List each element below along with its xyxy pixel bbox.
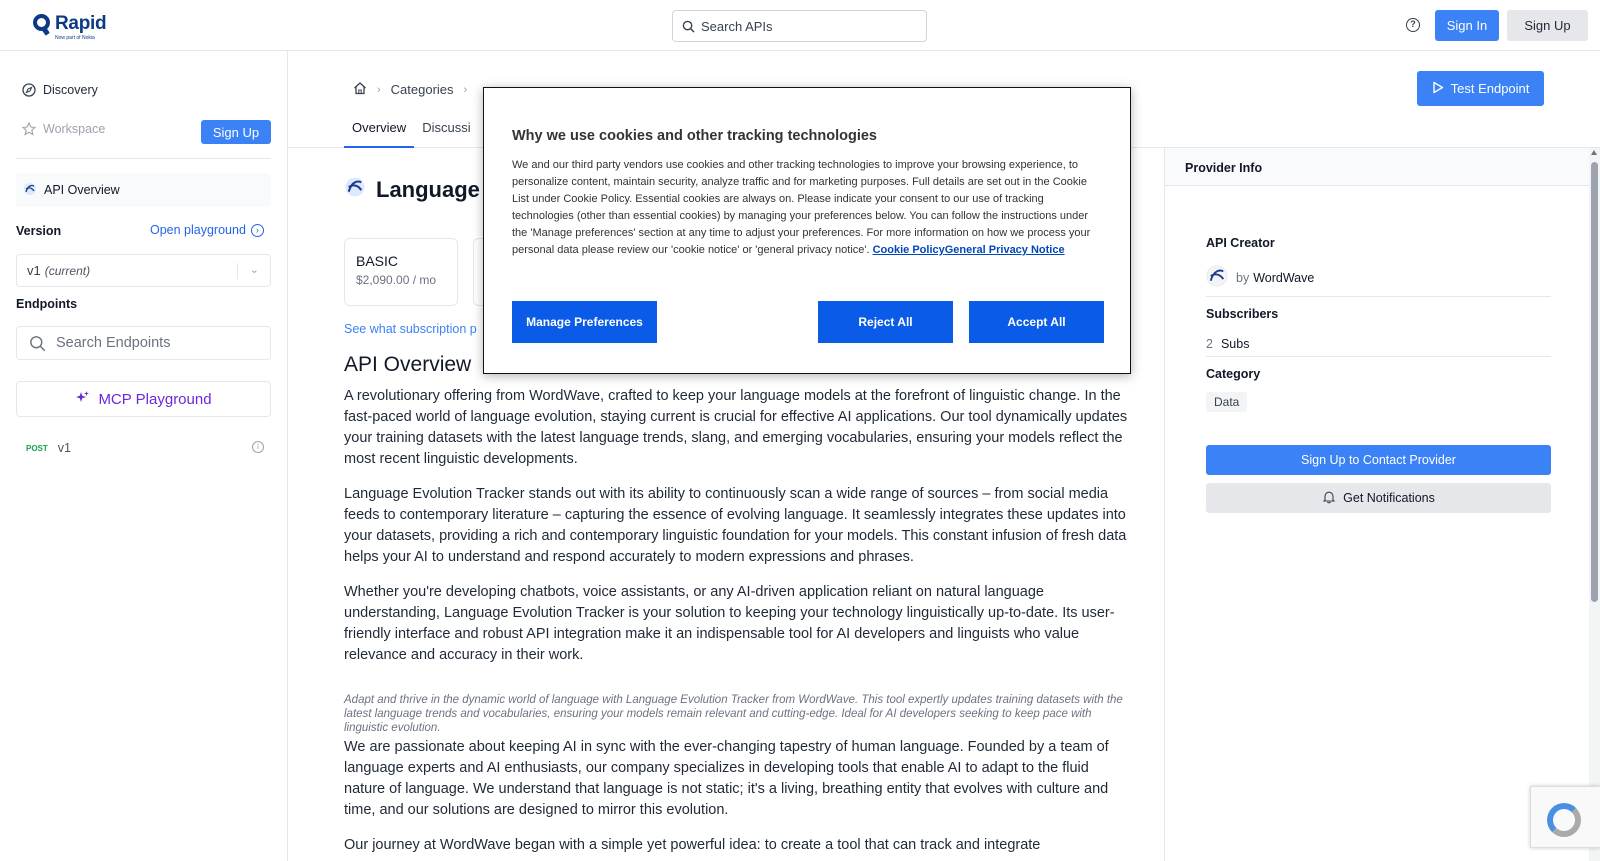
endpoint-item[interactable] (26, 439, 266, 457)
get-notifications-label: Get Notifications (1343, 491, 1435, 505)
category-badge[interactable]: Data (1206, 392, 1247, 412)
manage-preferences-button[interactable]: Manage Preferences (512, 301, 657, 343)
privacy-notice-link[interactable]: General Privacy Notice (944, 244, 1065, 256)
overview-summary: Adapt and thrive in the dynamic world of language with Language Evolution Tracker from WordWave. This tool expertly updates training datasets with the latest language trends and vocabularies, ensuring your models remain relevant and cutting-edge. Ideal for AI developers seeking to keep pace with linguistic evolution. (344, 694, 1123, 734)
api-title (344, 176, 480, 204)
scrollbar-thumb[interactable] (1591, 162, 1598, 602)
subscribers-count (1206, 337, 1249, 351)
info-icon[interactable]: i (252, 441, 264, 453)
pricing-plan-card[interactable] (344, 238, 458, 306)
by-label: by (1236, 270, 1250, 285)
logo-sub: Now part of Nokia (55, 35, 95, 41)
provider-info-heading: Provider Info (1165, 148, 1591, 186)
reject-all-button[interactable]: Reject All (818, 301, 953, 343)
scroll-up-arrow[interactable] (1591, 150, 1597, 155)
provider-divider (1206, 296, 1551, 297)
test-endpoint-button[interactable] (1417, 71, 1544, 106)
version-select[interactable] (16, 254, 271, 287)
category-label: Category (1206, 367, 1261, 381)
test-endpoint-label: Test Endpoint (1450, 81, 1530, 96)
accept-all-button[interactable]: Accept All (969, 301, 1104, 343)
top-header (0, 0, 1600, 51)
sidebar-item-discovery[interactable] (22, 83, 98, 97)
help-icon[interactable]: ? (1406, 18, 1420, 32)
search-icon (29, 335, 46, 352)
logo-name: Rapid (55, 13, 107, 34)
overview-paragraph: Whether you're developing chatbots, voice assistants, or any AI-driven application reliant on natural language understanding, Language Evolution Tracker is your solution to keeping your technology linguistically up-to-date. Its user-friendly interface and robust API integration make it an indispensable tool for AI developers and linguists who value relevance and accuracy in their work. (344, 584, 1115, 663)
home-icon[interactable] (353, 81, 367, 98)
chevron-right-icon: › (463, 83, 468, 96)
search-apis-input[interactable] (672, 10, 927, 42)
sign-up-button[interactable]: Sign Up (1507, 10, 1588, 41)
sidebar-item-label: API Overview (44, 183, 120, 197)
endpoint-method: POST (26, 443, 48, 453)
scrollbar[interactable] (1589, 148, 1600, 861)
select-separator (237, 263, 238, 279)
recaptcha-badge[interactable] (1530, 786, 1600, 848)
sidebar (0, 51, 288, 861)
breadcrumb (353, 81, 477, 98)
api-title-text: Language (376, 177, 480, 202)
chevron-down-icon: ⌄ (249, 264, 259, 276)
version-label: Version (16, 224, 62, 238)
sidebar-item-workspace[interactable] (22, 122, 105, 136)
version-value: v1 (27, 263, 41, 278)
search-icon (682, 20, 695, 33)
sidebar-item-label: Workspace (43, 122, 106, 136)
api-creator-label: API Creator (1206, 236, 1275, 250)
creator-avatar (1206, 265, 1228, 290)
tab-discussions[interactable]: Discussi (422, 120, 471, 135)
provider-panel (1164, 148, 1590, 861)
mcp-playground-label: MCP Playground (98, 390, 212, 408)
subscribers-label: Subscribers (1206, 307, 1279, 321)
search-apis-placeholder: Search APIs (701, 18, 773, 34)
rapid-logo-icon (33, 14, 51, 36)
breadcrumb-categories[interactable]: Categories (390, 82, 454, 97)
creator-name: WordWave (1253, 270, 1315, 285)
chevron-right-icon: › (377, 83, 381, 96)
arrow-right-circle-icon: › (251, 224, 264, 237)
bell-icon (1322, 490, 1336, 507)
sidebar-item-label: Discovery (43, 83, 98, 97)
tabs (344, 114, 479, 148)
subs-word: Subs (1220, 337, 1250, 351)
play-icon (1432, 81, 1444, 97)
overview-paragraph: Our journey at WordWave began with a simple yet powerful idea: to create a tool that can track and integrate (344, 837, 1041, 853)
open-playground-label: Open playground (150, 223, 246, 237)
star-icon (22, 122, 36, 136)
subs-number: 2 (1206, 337, 1213, 351)
cookie-policy-link[interactable]: Cookie Policy (872, 244, 945, 256)
recaptcha-icon (1547, 803, 1581, 837)
cookie-body-text: We and our third party vendors use cookies and other tracking technologies to improve your browsing experience, to personalize content, maintain security, analyze traffic and for marketing purposes. Full details are set out in the Cookie List under Cookie Policy. Essential cookies are always on. Please indicate your consent to our use of tracking technologies (other than essential cookies) by managing your preferences below. You can follow the instructions under the 'Manage preferences' section at any time to adjust your preferences. For more information on how we process your personal data please review our 'cookie notice' or 'general privacy notice'. (512, 159, 1091, 256)
sidebar-divider (16, 158, 271, 159)
open-playground-link[interactable] (150, 223, 264, 237)
sidebar-item-api-overview[interactable] (16, 173, 271, 207)
mcp-playground-button[interactable] (16, 381, 271, 417)
cookie-dialog-title: Why we use cookies and other tracking technologies (512, 128, 877, 144)
tab-overview[interactable]: Overview (344, 114, 414, 148)
version-current: (current) (44, 263, 91, 278)
endpoint-name: v1 (57, 441, 71, 455)
cookie-consent-dialog (483, 87, 1131, 374)
overview-paragraph: We are passionate about keeping AI in sync with the ever-changing tapestry of human language. Founded by a team of language experts and AI enthusiasts, our company specializes in developing tools that enable AI to adapt to the fluid nature of language. We understand that language is not static; it's a living, breathing entity that evolves with culture and time, and our solutions are designed to mirror this evolution. (344, 739, 1109, 818)
cookie-dialog-body (512, 157, 1104, 259)
api-creator[interactable] (1206, 265, 1314, 290)
overview-paragraph: A revolutionary offering from WordWave, crafted to keep your language models at the forefront of linguistic change. In the fast-paced world of language evolution, staying current is crucial for effective AI applications. Our tool dynamically updates your training datasets with the latest language trends, slang, and emerging vocabularies, ensuring your models reflect the most recent linguistic developments. (344, 388, 1128, 467)
api-logo-icon (23, 182, 37, 199)
overview-paragraph: Language Evolution Tracker stands out with its ability to continuously scan a wide range of sources – from social media feeds to contemporary literature – capturing the essence of evolving language. It seamlessly integrates these updates into your datasets, providing a rich and contemporary linguistic foundation for your models. This constant infusion of fresh data helps your AI to understand and respond accurately to modern expressions and phrases. (344, 486, 1127, 565)
overview-heading: API Overview (344, 353, 472, 376)
search-endpoints-placeholder: Search Endpoints (56, 335, 171, 351)
endpoints-label: Endpoints (16, 297, 78, 311)
search-endpoints-input[interactable] (16, 326, 271, 360)
rapid-logo[interactable] (33, 14, 106, 41)
provider-divider (1206, 356, 1551, 357)
sign-in-button[interactable]: Sign In (1435, 10, 1499, 41)
subscription-plans-link[interactable]: See what subscription p (344, 322, 477, 336)
plan-price: $2,090.00 / mo (356, 273, 437, 287)
api-logo-icon (344, 176, 366, 204)
workspace-sign-up-button[interactable]: Sign Up (201, 120, 271, 144)
compass-icon (22, 83, 36, 97)
contact-provider-button[interactable]: Sign Up to Contact Provider (1206, 445, 1551, 475)
sparkles-icon (75, 390, 90, 409)
get-notifications-button[interactable] (1206, 483, 1551, 513)
plan-name: BASIC (356, 253, 399, 269)
